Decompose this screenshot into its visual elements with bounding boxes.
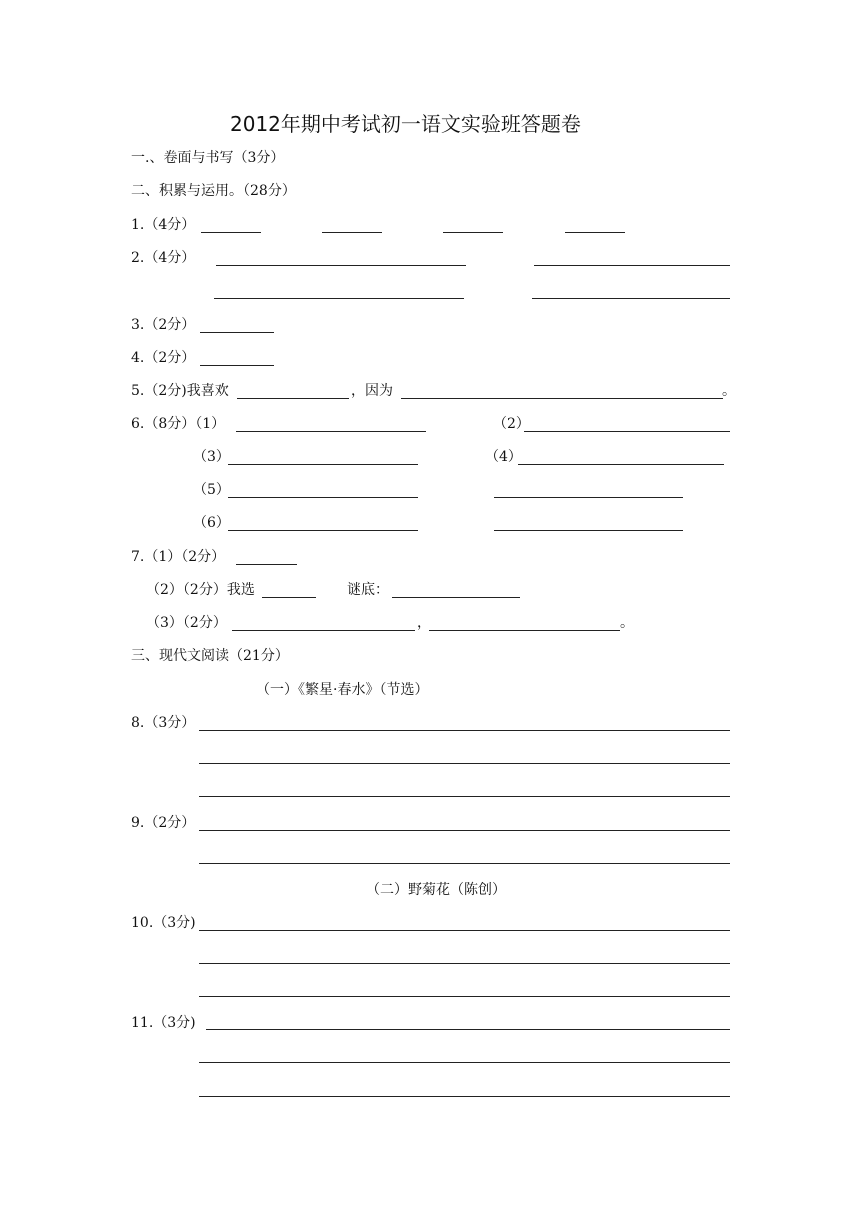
question-6-part-5: （5） — [193, 482, 230, 498]
answer-line[interactable] — [228, 497, 418, 498]
answer-line[interactable] — [443, 232, 503, 233]
question-1-label: 1.（4分） — [131, 217, 196, 233]
answer-line[interactable] — [216, 265, 466, 266]
answer-line[interactable] — [199, 830, 730, 831]
answer-line[interactable] — [518, 464, 724, 465]
answer-line[interactable] — [200, 332, 274, 333]
question-7-part-3: （3）（2分） — [146, 615, 227, 631]
question-5-label: 5.（2分)我喜欢 — [131, 383, 229, 399]
question-9-label: 9.（2分） — [131, 815, 196, 831]
question-5-mid-text: ，因为 — [351, 383, 393, 399]
answer-line[interactable] — [237, 398, 349, 399]
answer-line[interactable] — [429, 630, 620, 631]
answer-line[interactable] — [199, 963, 730, 964]
answer-line[interactable] — [401, 398, 723, 399]
question-6-part-2: （2） — [493, 416, 530, 432]
answer-line[interactable] — [494, 530, 683, 531]
answer-line[interactable] — [200, 365, 274, 366]
question-4-label: 4.（2分） — [131, 350, 196, 366]
question-3-label: 3.（2分） — [131, 317, 196, 333]
question-7-comma: ， — [417, 615, 431, 631]
answer-line[interactable] — [494, 497, 683, 498]
section-heading-1: 一.、卷面与书写（3分） — [131, 150, 285, 166]
answer-line[interactable] — [199, 863, 730, 864]
answer-line[interactable] — [201, 232, 261, 233]
question-7-part-1: 7.（1）（2分） — [131, 549, 226, 565]
question-2-label: 2.（4分） — [131, 250, 196, 266]
section-heading-2: 二、积累与运用。（28分） — [131, 183, 296, 199]
answer-line[interactable] — [236, 431, 426, 432]
reading-subheading-1: （一）《繁星·春水》（节选） — [256, 682, 429, 698]
question-11-label: 11.（3分) — [131, 1015, 196, 1031]
answer-line[interactable] — [199, 796, 730, 797]
answer-line[interactable] — [392, 597, 520, 598]
answer-line[interactable] — [532, 298, 730, 299]
answer-line[interactable] — [524, 431, 730, 432]
riddle-answer-label: 谜底： — [347, 582, 389, 598]
answer-line[interactable] — [199, 996, 730, 997]
page-title: 2012年期中考试初一语文实验班答题卷 — [230, 112, 581, 136]
answer-line[interactable] — [228, 530, 418, 531]
answer-line[interactable] — [236, 564, 297, 565]
question-6-part-3: （3） — [193, 449, 230, 465]
answer-line[interactable] — [199, 1096, 730, 1097]
answer-line[interactable] — [206, 1029, 730, 1030]
answer-line[interactable] — [228, 464, 418, 465]
question-6-part-6: （6） — [193, 515, 230, 531]
answer-line[interactable] — [565, 232, 625, 233]
answer-line[interactable] — [534, 265, 730, 266]
reading-subheading-2: （二）野菊花（陈创） — [366, 882, 506, 898]
answer-line[interactable] — [199, 930, 730, 931]
question-7-end-punct: 。 — [620, 615, 634, 631]
answer-line[interactable] — [262, 597, 316, 598]
answer-line[interactable] — [214, 298, 464, 299]
answer-line[interactable] — [199, 730, 730, 731]
question-10-label: 10.（3分) — [131, 915, 196, 931]
question-6-part-4: （4） — [485, 449, 522, 465]
answer-line[interactable] — [199, 1062, 730, 1063]
answer-line[interactable] — [322, 232, 382, 233]
question-6-label: 6.（8分）（1） — [131, 416, 226, 432]
question-5-end-punct: 。 — [722, 383, 736, 399]
section-heading-3: 三、现代文阅读（21分） — [131, 648, 289, 664]
answer-line[interactable] — [199, 763, 730, 764]
question-8-label: 8.（3分） — [131, 715, 196, 731]
question-7-part-2: （2）（2分）我选 — [146, 582, 255, 598]
answer-line[interactable] — [232, 630, 415, 631]
